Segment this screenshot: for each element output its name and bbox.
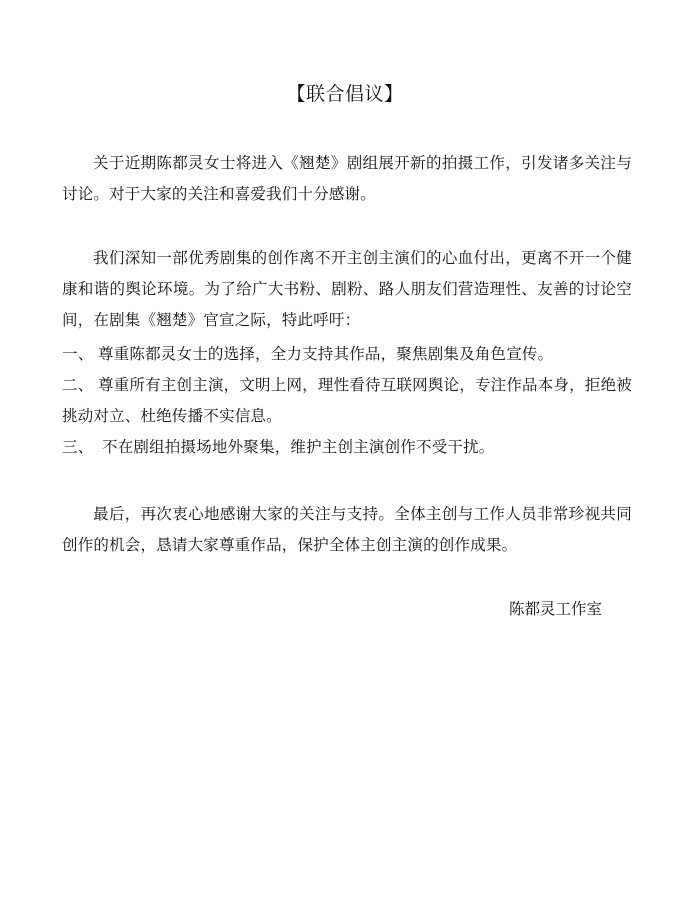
closing-paragraph: 最后，再次衷心地感谢大家的关注与支持。全体主创与工作人员非常珍视共同创作的机会，恳请大家尊重作品，保护全体主创主演的创作成果。 [62,505,632,554]
list-item-text: 尊重所有主创主演，文明上网，理性看待互联网舆论，专注作品本身，拒绝被挑动对立、杜绝传播不实信息。 [62,376,632,425]
list-item [62,339,632,370]
list-item-text: 不在剧组拍摄场地外聚集，维护主创主演创作不受干扰。 [102,438,495,456]
signature: 陈都灵工作室 [508,600,602,618]
intro-paragraph: 关于近期陈都灵女士将进入《翘楚》剧组展开新的拍摄工作，引发诸多关注与讨论。对于大家的关注和喜爱我们十分感谢。 [62,154,632,203]
list-item-text: 尊重陈都灵女士的选择，全力支持其作品，聚焦剧集及角色宣传。 [98,345,554,363]
list-marker: 三、 [62,438,94,456]
appeal-list [62,339,632,463]
document-title: 【联合倡议】 [286,83,404,105]
list-marker: 二、 [62,376,94,394]
list-item [62,370,632,432]
appeal-paragraph: 我们深知一部优秀剧集的创作离不开主创主演们的心血付出，更离不开一个健康和谐的舆论环境。为了给广大书粉、剧粉、路人朋友们营造理性、友善的讨论空间，在剧集《翘楚》官宣之际，特此呼吁： [62,249,632,329]
list-item [62,432,632,463]
list-marker: 一、 [62,345,94,363]
